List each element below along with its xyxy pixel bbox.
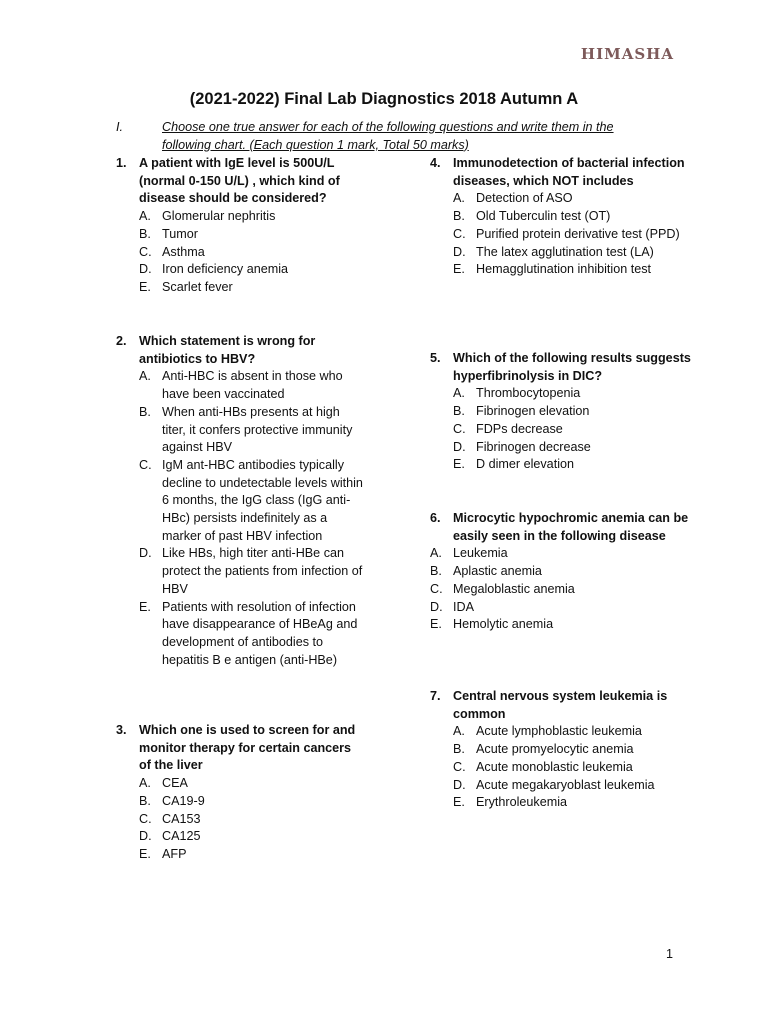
option-text: Like HBs, high titer anti-HBe can protect the patients from infection of HBV [162, 546, 363, 596]
option-text: IDA [453, 599, 474, 614]
instruction-text: Choose one true answer for each of the following questions and write them in the following chart. (Each question 1 mark, Total 50 marks) [162, 120, 614, 152]
option [116, 404, 364, 457]
question-text: Which of the following results suggests hyperfibrinolysis in DIC? [453, 351, 691, 383]
option [430, 563, 692, 581]
option [430, 456, 692, 474]
question-stem [430, 155, 692, 190]
question-number: 4. [430, 156, 441, 170]
question-2 [116, 333, 364, 669]
option [430, 190, 692, 208]
option-text: FDPs decrease [476, 421, 563, 436]
option [116, 279, 364, 297]
option-text: AFP [162, 846, 187, 861]
option-letter: D. [453, 777, 466, 792]
option-letter: D. [453, 244, 466, 259]
option [430, 545, 692, 563]
option-text: Hemolytic anemia [453, 617, 554, 632]
option-text: Tumor [162, 226, 198, 241]
question-stem [430, 350, 692, 385]
option-text: CA125 [162, 829, 201, 844]
question-number: 1. [116, 156, 127, 170]
option [430, 385, 692, 403]
option [116, 208, 364, 226]
question-stem [116, 155, 364, 208]
option-text: Asthma [162, 244, 205, 259]
option-letter: D. [139, 829, 152, 844]
option [116, 457, 364, 546]
page-number: 1 [666, 947, 674, 961]
question-6 [430, 510, 692, 634]
option-letter: E. [453, 262, 465, 277]
option-text: D dimer elevation [476, 457, 574, 472]
option-letter: B. [139, 226, 151, 241]
option-text: Thrombocytopenia [476, 386, 581, 401]
option-text: CEA [162, 776, 188, 791]
option-text: CA19-9 [162, 793, 205, 808]
option [116, 828, 364, 846]
option-letter: B. [453, 209, 465, 224]
option [116, 846, 364, 864]
question-stem [116, 722, 364, 775]
option-letter: C. [139, 811, 152, 826]
option [430, 794, 692, 812]
option-letter: A. [139, 209, 151, 224]
option-text: Scarlet fever [162, 279, 233, 294]
question-3 [116, 722, 364, 864]
option-text: Purified protein derivative test (PPD) [476, 226, 680, 241]
question-text: Immunodetection of bacterial infection diseases, which NOT includes [453, 156, 685, 188]
option-text: Fibrinogen decrease [476, 439, 591, 454]
option [430, 599, 692, 617]
option-text: Acute megakaryoblast leukemia [476, 777, 655, 792]
option [116, 368, 364, 403]
question-text: Central nervous system leukemia is common [453, 689, 668, 721]
option-letter: C. [453, 226, 466, 241]
option-letter: A. [453, 724, 465, 739]
watermark: HIMASHA [580, 45, 674, 63]
option [430, 403, 692, 421]
option-text: Acute promyelocytic anemia [476, 742, 634, 757]
option [430, 741, 692, 759]
option [430, 244, 692, 262]
option-letter: B. [430, 564, 442, 579]
option-letter: A. [453, 191, 465, 206]
option [116, 244, 364, 262]
option-text: Glomerular nephritis [162, 209, 276, 224]
option-text: Patients with resolution of infection have disappearance of HBeAg and development of antibodies to hepatitis B e antigen (anti-HBe) [162, 599, 358, 667]
option-text: Aplastic anemia [453, 564, 542, 579]
question-number: 7. [430, 689, 441, 703]
question-number: 6. [430, 511, 441, 525]
option-text: Megaloblastic anemia [453, 581, 575, 596]
option-text: Leukemia [453, 546, 508, 561]
option-letter: B. [453, 404, 465, 419]
option [430, 777, 692, 795]
option [430, 723, 692, 741]
option [430, 439, 692, 457]
option-letter: C. [453, 759, 466, 774]
option-letter: C. [453, 421, 466, 436]
option [116, 811, 364, 829]
option-text: Hemagglutination inhibition test [476, 262, 652, 277]
option [116, 261, 364, 279]
option-letter: D. [139, 546, 152, 561]
question-number: 2. [116, 334, 127, 348]
question-stem [116, 333, 364, 368]
option-text: Fibrinogen elevation [476, 404, 590, 419]
option-letter: D. [430, 599, 443, 614]
option-letter: C. [430, 581, 443, 596]
option-text: IgM ant-HBC antibodies typically decline to undetectable levels within 6 months, the IgG class (IgG anti-HBc) persists indefinitely as a marker of past HBV infection [162, 457, 363, 543]
instruction-number: I. [116, 120, 123, 134]
option [430, 226, 692, 244]
option-letter: E. [139, 846, 151, 861]
option-letter: C. [139, 457, 152, 472]
option-letter: D. [139, 262, 152, 277]
page-title: (2021-2022) Final Lab Diagnostics 2018 Autumn A [189, 90, 579, 108]
question-4 [430, 155, 692, 279]
question-number: 3. [116, 723, 127, 737]
option-letter: E. [430, 617, 442, 632]
option [116, 226, 364, 244]
question-7 [430, 688, 692, 812]
option-letter: B. [139, 793, 151, 808]
question-text: Which statement is wrong for antibiotics to HBV? [139, 334, 316, 366]
question-stem [430, 688, 692, 723]
option-letter: B. [139, 404, 151, 419]
option-letter: A. [139, 369, 151, 384]
option-text: Detection of ASO [476, 191, 573, 206]
question-stem [430, 510, 692, 545]
option-text: Acute monoblastic leukemia [476, 759, 633, 774]
option [430, 208, 692, 226]
option-letter: E. [139, 279, 151, 294]
option-text: The latex agglutination test (LA) [476, 244, 654, 259]
option-text: CA153 [162, 811, 201, 826]
option-letter: E. [139, 599, 151, 614]
option [430, 421, 692, 439]
option-text: Erythroleukemia [476, 795, 567, 810]
question-text: Microcytic hypochromic anemia can be easily seen in the following disease [453, 511, 689, 543]
option [116, 793, 364, 811]
option-letter: C. [139, 244, 152, 259]
option [430, 616, 692, 634]
option [116, 545, 364, 598]
option-letter: A. [139, 776, 151, 791]
option [116, 599, 364, 670]
option-text: When anti-HBs presents at high titer, it confers protective immunity against HBV [162, 404, 353, 455]
option-text: Anti-HBC is absent in those who have been vaccinated [162, 369, 343, 402]
option-text: Acute lymphoblastic leukemia [476, 724, 642, 739]
option-letter: A. [430, 546, 442, 561]
option [430, 261, 692, 279]
option-letter: D. [453, 439, 466, 454]
instruction [116, 119, 656, 154]
question-text: Which one is used to screen for and monitor therapy for certain cancers of the liver [139, 723, 356, 773]
option-text: Old Tuberculin test (OT) [476, 209, 611, 224]
option-text: Iron deficiency anemia [162, 262, 289, 277]
option-letter: B. [453, 742, 465, 757]
question-1 [116, 155, 364, 297]
option [116, 775, 364, 793]
option-letter: E. [453, 795, 465, 810]
option-letter: E. [453, 457, 465, 472]
option-letter: A. [453, 386, 465, 401]
question-5 [430, 350, 692, 474]
option [430, 759, 692, 777]
question-text: A patient with IgE level is 500U/L (normal 0-150 U/L) , which kind of disease should be considered? [139, 156, 340, 206]
question-number: 5. [430, 351, 441, 365]
option [430, 581, 692, 599]
